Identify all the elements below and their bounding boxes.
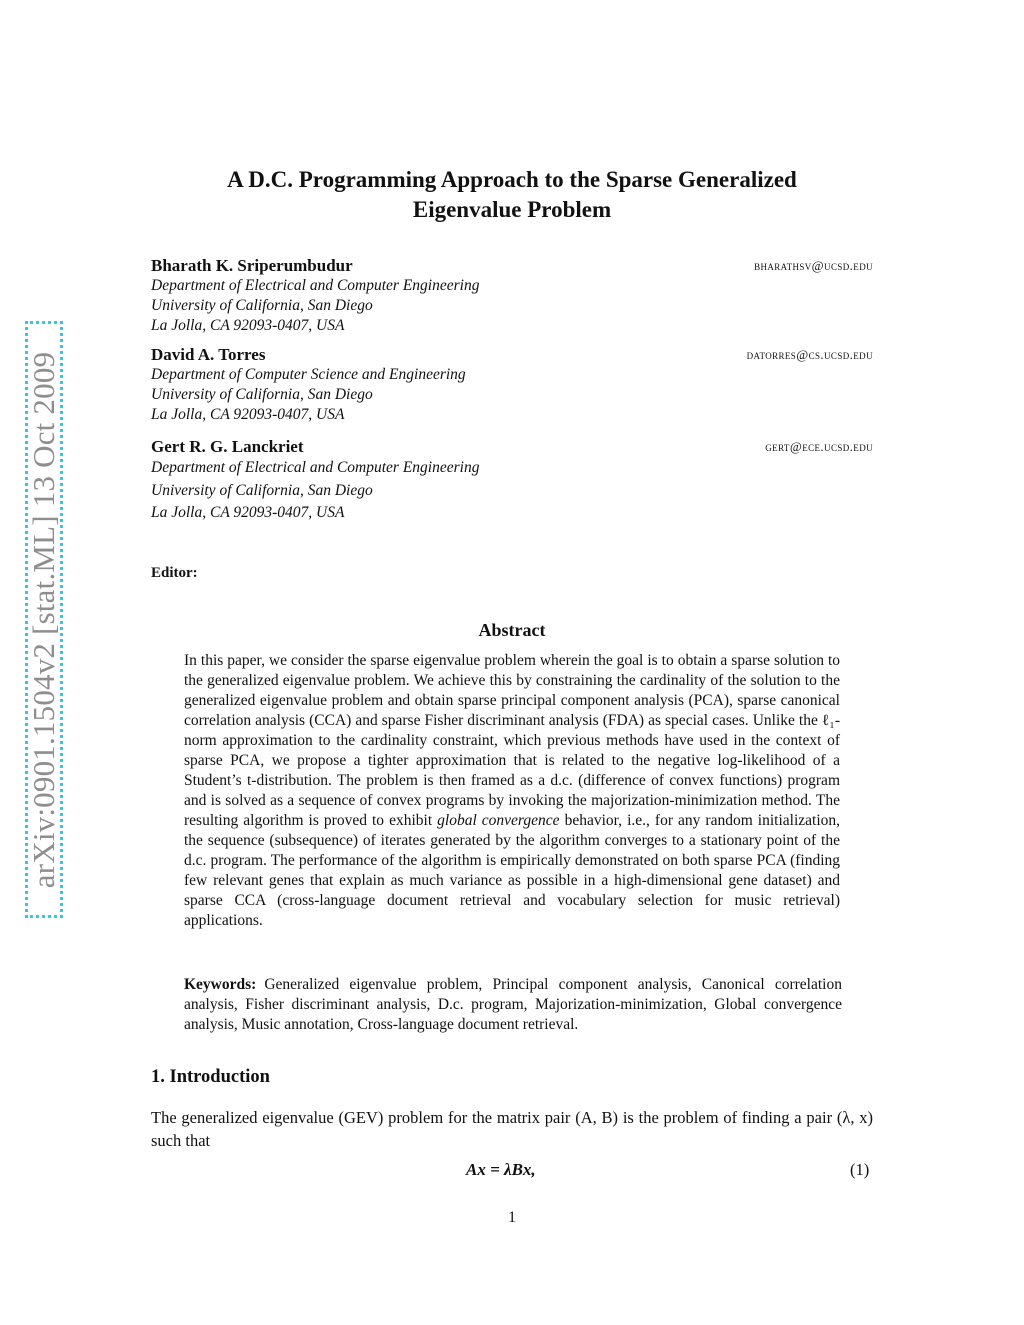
author-block [151,256,873,336]
author-email[interactable]: gert@ece.ucsd.edu [765,439,873,454]
author-block [151,437,873,525]
title-line-2: Eigenvalue Problem [412,197,612,222]
editor-label: Editor: [151,565,198,581]
introduction-paragraph: The generalized eigenvalue (GEV) problem for the matrix pair (A, B) is the problem of finding a pair (λ, x) such that [151,1108,873,1150]
author-university: University of California, San Diego [151,297,373,314]
equation-1 [466,1160,536,1180]
keywords-label: Keywords: [184,976,257,993]
author-block [151,345,873,425]
author-department: Department of Computer Science and Engineering [151,366,466,383]
keywords-block [184,975,842,1035]
equation-number: (1) [850,1160,870,1179]
section-heading-introduction: 1. Introduction [151,1067,270,1087]
author-address: La Jolla, CA 92093-0407, USA [151,317,345,334]
abstract-text-part-2: behavior, i.e., for any random initialization, the sequence (subsequence) of iterates generated by the algorithm converges to a stationary point of the d.c. program. The performance of the algorithm is empirically demonstrated on both sparse PCA (finding few relevant genes that explain as much variance as possible in a high-dimensional gene dataset) and sparse CCA (cross-language document retrieval and vocabulary selection for music retrieval) applications. [184,812,840,929]
author-department: Department of Electrical and Computer Engineering [151,277,480,294]
arxiv-identifier: arXiv:0901.1504v2 [stat.ML] 13 Oct 2009 [26,351,61,889]
author-university: University of California, San Diego [151,386,373,403]
abstract-text [184,651,840,931]
author-name: David A. Torres [151,345,266,364]
abstract-heading: Abstract [478,620,546,640]
abstract-text-part-1: In this paper, we consider the sparse eigenvalue problem wherein the goal is to obtain a sparse solution to the generalized eigenvalue problem. We achieve this by constraining the cardinality of the solution to the generalized eigenvalue problem and obtain sparse principal component analysis (PCA), sparse canonical correlation analysis (CCA) and sparse Fisher discriminant analysis (FDA) as special cases. Unlike the ℓ₁-norm approximation to the cardinality constraint, which previous methods have used in the context of sparse PCA, we propose a tighter approximation that is related to the negative log-likelihood of a Student’s t-distribution. The problem is then framed as a d.c. (difference of convex functions) program and is solved as a sequence of convex programs by invoking the majorization-minimization method. The resulting algorithm is proved to exhibit [184,652,840,829]
abstract-emphasis: global convergence [437,812,560,829]
paper-title [120,165,904,225]
author-email[interactable]: bharathsv@ucsd.edu [754,258,873,273]
author-department: Department of Electrical and Computer Engineering [151,459,480,476]
author-university: University of California, San Diego [151,481,373,499]
author-name: Bharath K. Sriperumbudur [151,256,353,275]
page-number: 1 [508,1209,516,1226]
author-address: La Jolla, CA 92093-0407, USA [151,406,345,423]
keywords-text: Generalized eigenvalue problem, Principal component analysis, Canonical correlation analysis, Fisher discriminant analysis, D.c. program, Majorization-minimization, Global convergence analysis, Music annotation, Cross-language document retrieval. [184,976,842,1033]
equation-text: Ax = λBx, [466,1160,536,1179]
author-address: La Jolla, CA 92093-0407, USA [151,504,345,521]
title-line-1: A D.C. Programming Approach to the Sparse Generalized [227,167,797,192]
author-email[interactable]: datorres@cs.ucsd.edu [746,347,873,362]
author-name: Gert R. G. Lanckriet [151,437,304,456]
